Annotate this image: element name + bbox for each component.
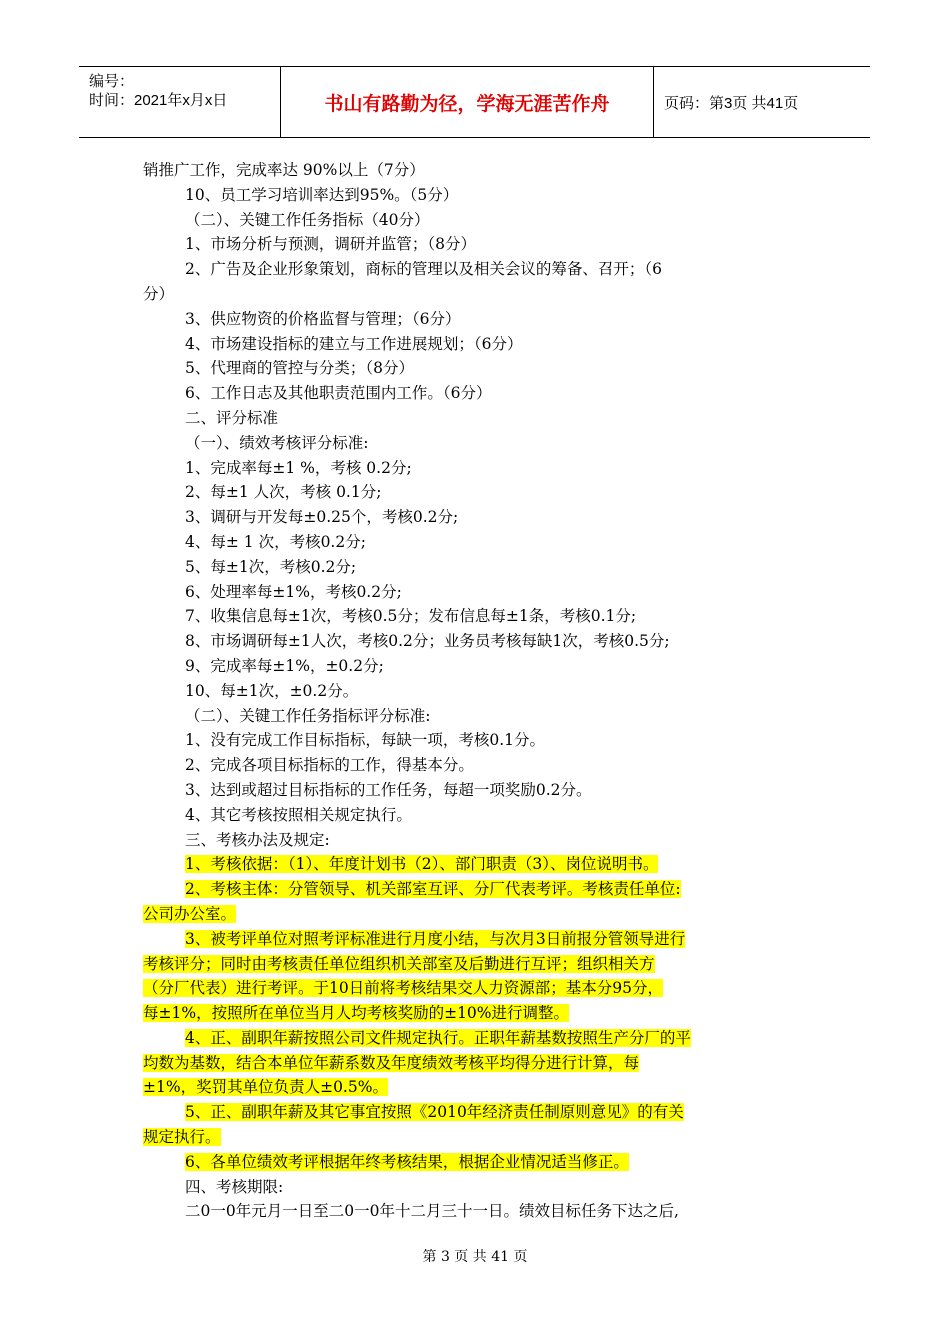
text-line [143,232,811,257]
text-line-content: 销推广工作，完成率达 90%以上（7分） [143,161,425,179]
text-line [143,307,811,332]
text-line [143,555,811,580]
text-line-content: 10、每±1次，±0.2分。 [185,681,359,700]
text-line-content: （一）、绩效考核评分标准: [185,433,369,452]
text-line-content: 1、考核依据：（1）、年度计划书（2）、部门职责（3）、岗位说明书。 [185,855,659,874]
text-line [143,1150,811,1175]
text-line [143,629,811,654]
text-line [143,1001,811,1026]
text-line-content: 3、达到或超过目标指标的工作任务，每超一项奖励0.2分。 [185,780,592,799]
text-line [143,282,811,307]
text-line-content: 4、正、副职年薪按照公司文件规定执行。正职年薪基数按照生产分厂的平 [185,1028,691,1047]
text-line [143,877,811,902]
text-line [143,902,811,927]
text-line [143,1100,811,1125]
text-line [143,728,811,753]
text-line-content: 4、市场建设指标的建立与工作进展规划；（6分） [185,334,523,353]
text-line [143,1026,811,1051]
text-line-content: （分厂代表）进行考评。于10日前将考核结果交人力资源部；基本分95分， [143,979,663,998]
text-line [143,803,811,828]
text-line-content: 均数为基数，结合本单位年薪系数及年度绩效考核平均得分进行计算，每 [143,1053,640,1072]
text-line-content: 二0一0年元月一日至二0一0年十二月三十一日。绩效目标任务下达之后, [185,1202,679,1221]
text-line [143,505,811,530]
text-line [143,158,811,183]
document-body [143,158,811,1224]
header-motto: 书山有路勤为径，学海无涯苦作舟 [281,67,654,137]
text-line-content: 2、完成各项目标指标的工作，得基本分。 [185,756,474,775]
text-line-content: 每±1%，按照所在单位当月人均考核奖励的±10%进行调整。 [143,1004,570,1023]
text-line-content: 分） [143,284,175,303]
text-line-content: 四、考核期限: [185,1177,284,1196]
text-line [143,778,811,803]
text-line-content: 考核评分；同时由考核责任单位组织机关部室及后勤进行互评；组织相关方 [143,954,655,973]
text-line [143,679,811,704]
text-line [143,1051,811,1076]
text-line-content: 4、每± 1 次，考核0.2分; [185,532,366,551]
text-line [143,580,811,605]
text-line-content: 6、各单位绩效考评根据年终考核结果，根据企业情况适当修正。 [185,1152,629,1171]
text-line [143,257,811,282]
text-line-content: 5、每±1次，考核0.2分; [185,557,357,576]
text-line-content: 2、考核主体：分管领导、机关部室互评、分厂代表考评。考核责任单位: [185,880,681,899]
time-label: 时间：2021年x月x日 [89,92,228,109]
text-line [143,976,811,1001]
text-line [143,480,811,505]
text-line [143,704,811,729]
text-line-content: 2、广告及企业形象策划，商标的管理以及相关会议的筹备、召开；（6 [185,260,662,279]
text-line-content: 6、工作日志及其他职责范围内工作。（6分） [185,384,492,403]
text-line [143,952,811,977]
text-line-content: 8、市场调研每±1人次，考核0.2分；业务员考核每缺1次，考核0.5分; [185,632,670,651]
text-line [143,1125,811,1150]
text-line [143,753,811,778]
text-line [143,183,811,208]
text-line-content: 6、处理率每±1%，考核0.2分; [185,582,402,601]
text-line-content: 5、代理商的管控与分类；（8分） [185,359,414,378]
text-line-content: 三、考核办法及规定: [185,830,330,849]
text-line [143,431,811,456]
text-line-content: 9、完成率每±1%，±0.2分; [185,656,384,675]
text-line-content: 规定执行。 [143,1128,221,1147]
text-line-content: 5、正、副职年薪及其它事宜按照《2010年经济责任制原则意见》的有关 [185,1103,684,1122]
header-page-info: 页码：第3页 共41页 [664,94,799,112]
text-line [143,456,811,481]
text-line [143,1175,811,1200]
number-label: 编号： [89,73,135,90]
text-line [143,604,811,629]
text-line-content: （二）、关键工作任务指标评分标准: [185,706,431,725]
text-line-content: 1、完成率每±1 %，考核 0.2分; [185,458,412,477]
text-line [143,828,811,853]
page-header [79,66,870,138]
text-line-content: 二、评分标准 [185,408,279,427]
text-line-content: 3、供应物资的价格监督与管理；（6分） [185,309,461,328]
text-line-content: 1、没有完成工作目标指标，每缺一项，考核0.1分。 [185,731,546,750]
text-line [143,356,811,381]
text-line [143,1075,811,1100]
text-line-content: 4、其它考核按照相关规定执行。 [185,805,412,824]
text-line-content: 公司办公室。 [143,904,237,923]
text-line-content: 2、每±1 人次，考核 0.1分; [185,483,382,502]
text-line [143,381,811,406]
text-line [143,530,811,555]
text-line [143,927,811,952]
text-line-content: （二）、关键工作任务指标（40分） [185,210,430,229]
text-line-content: 10、员工学习培训率达到95%。（5分） [185,185,459,204]
text-line-content: 3、调研与开发每±0.25个，考核0.2分; [185,508,459,527]
text-line [143,332,811,357]
text-line-content: ±1%，奖罚其单位负责人±0.5%。 [143,1078,388,1097]
text-line-content: 1、市场分析与预测，调研并监管；（8分） [185,235,476,254]
text-line-content: 3、被考评单位对照考评标准进行月度小结，与次月3日前报分管领导进行 [185,929,686,948]
text-line [143,852,811,877]
text-line [143,208,811,233]
header-meta [79,67,281,137]
text-line [143,654,811,679]
text-line-content: 7、收集信息每±1次，考核0.5分；发布信息每±1条，考核0.1分; [185,607,637,626]
page-footer: 第 3 页 共 41 页 [422,1249,528,1265]
text-line [143,1199,811,1224]
text-line [143,406,811,431]
